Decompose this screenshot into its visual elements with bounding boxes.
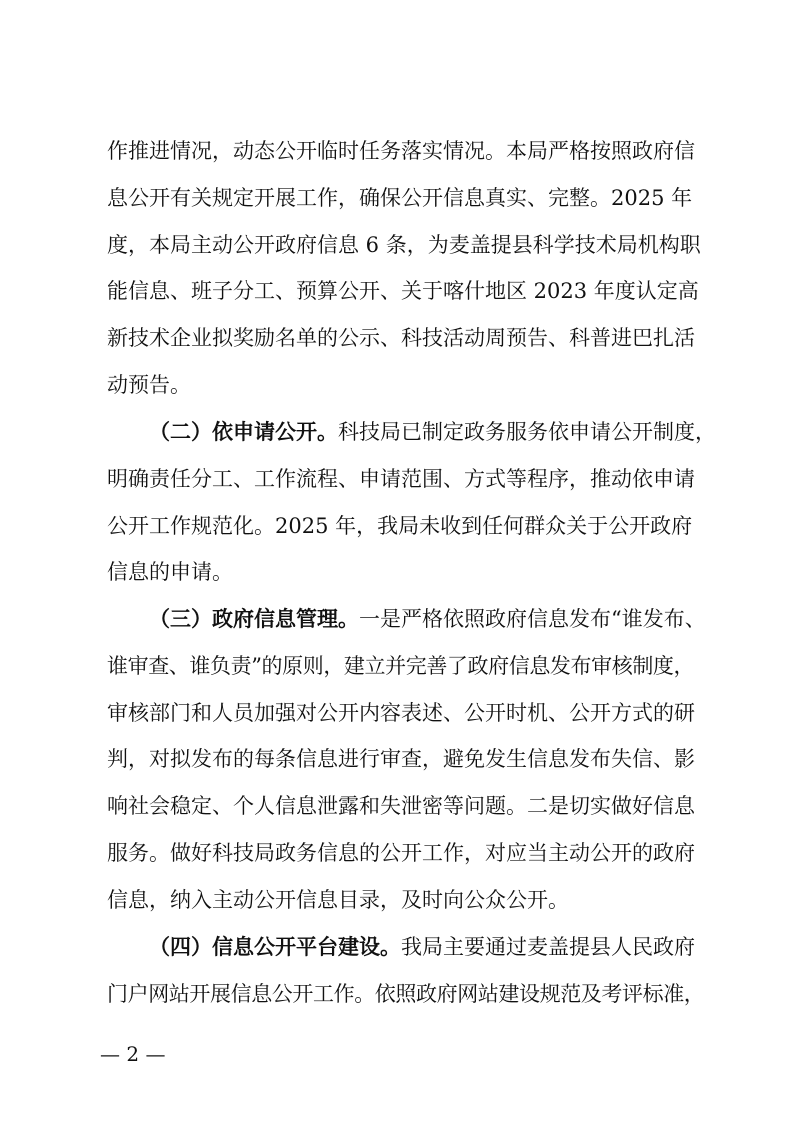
section-heading: （二）依申请公开。 <box>149 420 338 444</box>
paragraph-line: 响社会稳定、个人信息泄露和失泄密等问题。二是切实做好信息 <box>107 794 695 818</box>
paragraph-line: 动预告。 <box>107 373 191 397</box>
paragraph-line: 谁审查、谁负责”的原则，建立并完善了政府信息发布审核制度， <box>107 654 695 678</box>
paragraph-line: 明确责任分工、工作流程、申请范围、方式等程序，推动依申请 <box>107 467 695 491</box>
section-heading: （三）政府信息管理。 <box>149 607 359 631</box>
paragraph-line: 信息的申请。 <box>107 560 233 584</box>
section-first-line <box>149 933 717 961</box>
page-number: — 2 — <box>100 1042 166 1066</box>
paragraph-line: 息公开有关规定开展工作，确保公开信息真实、完整。2025 年 <box>107 186 693 210</box>
paragraph-line: 新技术企业拟奖励名单的公示、科技活动周预告、科普进巴扎活 <box>107 326 695 350</box>
paragraph-line: 度，本局主动公开政府信息 6 条，为麦盖提县科学技术局机构职 <box>107 233 701 257</box>
paragraph-line: 能信息、班子分工、预算公开、关于喀什地区 2023 年度认定高 <box>107 279 699 303</box>
section-text: 科技局已制定政务服务依申请公开制度， <box>338 420 716 444</box>
paragraph-line: 公开工作规范化。2025 年，我局未收到任何群众关于公开政府 <box>107 514 693 538</box>
paragraph-line: 判，对拟发布的每条信息进行审查，避免发生信息发布失信、影 <box>107 747 695 771</box>
paragraph-line: 门户网站开展信息公开工作。依照政府网站建设规范及考评标准， <box>107 982 705 1006</box>
section-first-line <box>149 418 717 446</box>
section-first-line <box>149 605 717 633</box>
section-text: 一是严格依照政府信息发布“谁发布、 <box>359 607 706 631</box>
paragraph-line: 服务。做好科技局政务信息的公开工作，对应当主动公开的政府 <box>107 841 695 865</box>
section-heading: （四）信息公开平台建设。 <box>149 935 401 959</box>
section-text: 我局主要通过麦盖提县人民政府 <box>401 935 695 959</box>
paragraph-line: 作推进情况，动态公开临时任务落实情况。本局严格按照政府信 <box>107 139 695 163</box>
paragraph-line: 信息，纳入主动公开信息目录，及时向公众公开。 <box>107 888 569 912</box>
paragraph-line: 审核部门和人员加强对公开内容表述、公开时机、公开方式的研 <box>107 701 695 725</box>
